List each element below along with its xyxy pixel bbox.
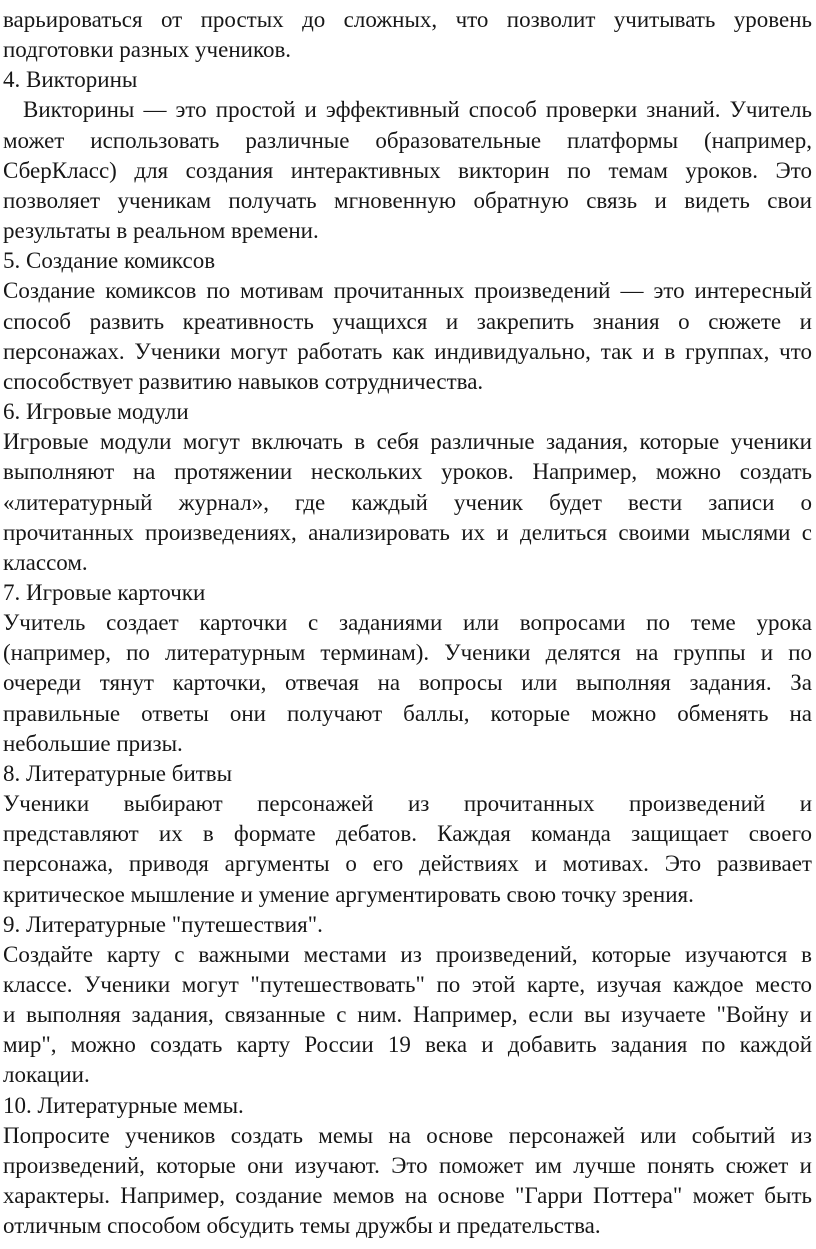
text-line: прочитанных произведениях, анализировать их и делиться своими мыслями с bbox=[3, 519, 812, 545]
text-line: подготовки разных учеников. bbox=[3, 37, 292, 63]
text-line: Викторины — это простой и эффективный способ проверки знаний. Учитель bbox=[23, 97, 812, 123]
text-line: «литературный журнал», где каждый ученик будет вести записи о bbox=[3, 489, 812, 515]
text-line: характеры. Например, создание мемов на основе "Гарри Поттера" может быть bbox=[3, 1183, 812, 1209]
text-line: варьироваться от простых до сложных, что позволит учитывать уровень bbox=[3, 7, 812, 32]
text-line: способствует развитию навыков сотрудничества. bbox=[3, 368, 484, 394]
text-line: может использовать различные образовательные платформы (например, bbox=[3, 127, 812, 153]
paragraph-item-10 bbox=[3, 1121, 812, 1242]
text-line: персонажа, приводя аргументы о его действиях и мотивах. Это развивает bbox=[3, 851, 812, 877]
text-line: представляют их в формате дебатов. Каждая команда защищает своего bbox=[3, 821, 812, 847]
text-line: мир", можно создать карту России 19 века и добавить задания по каждой bbox=[3, 1032, 812, 1058]
text-line: произведений, которые они изучают. Это поможет им лучше понять сюжет и bbox=[3, 1152, 812, 1178]
text-line: небольшие призы. bbox=[3, 730, 183, 756]
paragraph-item-5 bbox=[3, 276, 812, 397]
heading-item-10 bbox=[3, 1091, 812, 1121]
text-line: результаты в реальном времени. bbox=[3, 218, 319, 244]
heading-item-5 bbox=[3, 246, 812, 276]
text-line: локации. bbox=[3, 1062, 90, 1088]
text-line: выполняют на протяжении нескольких уроков. Например, можно создать bbox=[3, 459, 812, 485]
heading-item-6 bbox=[3, 397, 812, 427]
text-line: Игровые модули могут включать в себя различные задания, которые ученики bbox=[3, 429, 812, 455]
text-line: Учитель создает карточки с заданиями или вопросами по теме урока bbox=[3, 610, 812, 636]
text-line: Создайте карту с важными местами из произведений, которые изучаются в bbox=[3, 941, 812, 967]
heading-item-4 bbox=[3, 65, 812, 95]
text-line: СберКласс) для создания интерактивных викторин по темам уроков. Это bbox=[3, 157, 812, 183]
text-line: позволяет ученикам получать мгновенную обратную связь и видеть свои bbox=[3, 187, 812, 213]
text-line: отличным способом обсудить темы дружбы и предательства. bbox=[3, 1213, 601, 1239]
text-line: Создание комиксов по мотивам прочитанных произведений — это интересный bbox=[3, 278, 812, 304]
paragraph-item-7 bbox=[3, 608, 812, 759]
heading-item-7 bbox=[3, 578, 812, 608]
heading-line: 10. Литературные мемы. bbox=[3, 1092, 244, 1118]
heading-line: 8. Литературные битвы bbox=[3, 760, 233, 786]
text-line: классе. Ученики могут "путешествовать" по этой карте, изучая каждое место bbox=[3, 972, 812, 997]
heading-line: 4. Викторины bbox=[3, 67, 138, 93]
heading-line: 7. Игровые карточки bbox=[3, 579, 206, 605]
paragraph-item-4 bbox=[3, 95, 812, 246]
paragraph-item-8 bbox=[3, 789, 812, 910]
text-line: Попросите учеников создать мемы на основе персонажей или событий из bbox=[3, 1122, 812, 1148]
heading-item-8 bbox=[3, 759, 812, 789]
paragraph-item-9 bbox=[3, 940, 812, 1091]
heading-line: 9. Литературные "путешествия". bbox=[3, 911, 323, 937]
text-line: очереди тянут карточки, отвечая на вопросы или выполняя задания. За bbox=[3, 670, 812, 696]
paragraph-continuation bbox=[3, 5, 812, 65]
text-line: критическое мышление и умение аргументировать свою точку зрения. bbox=[3, 881, 694, 907]
heading-item-9 bbox=[3, 910, 812, 940]
text-line: персонажах. Ученики могут работать как индивидуально, так и в группах, что bbox=[3, 338, 812, 364]
document-body bbox=[3, 5, 812, 1241]
text-line: и выполняя задания, связанные с ним. Например, если вы изучаете "Войну и bbox=[3, 1002, 812, 1028]
paragraph-item-6 bbox=[3, 427, 812, 578]
text-line: правильные ответы они получают баллы, которые можно обменять на bbox=[3, 700, 812, 726]
heading-line: 5. Создание комиксов bbox=[3, 248, 216, 274]
text-line: способ развить креативность учащихся и закрепить знания о сюжете и bbox=[3, 308, 812, 334]
text-line: Ученики выбирают персонажей из прочитанных произведений и bbox=[3, 791, 812, 817]
text-line: (например, по литературным терминам). Ученики делятся на группы и по bbox=[3, 640, 812, 666]
text-line: классом. bbox=[3, 549, 88, 575]
heading-line: 6. Игровые модули bbox=[3, 399, 189, 425]
